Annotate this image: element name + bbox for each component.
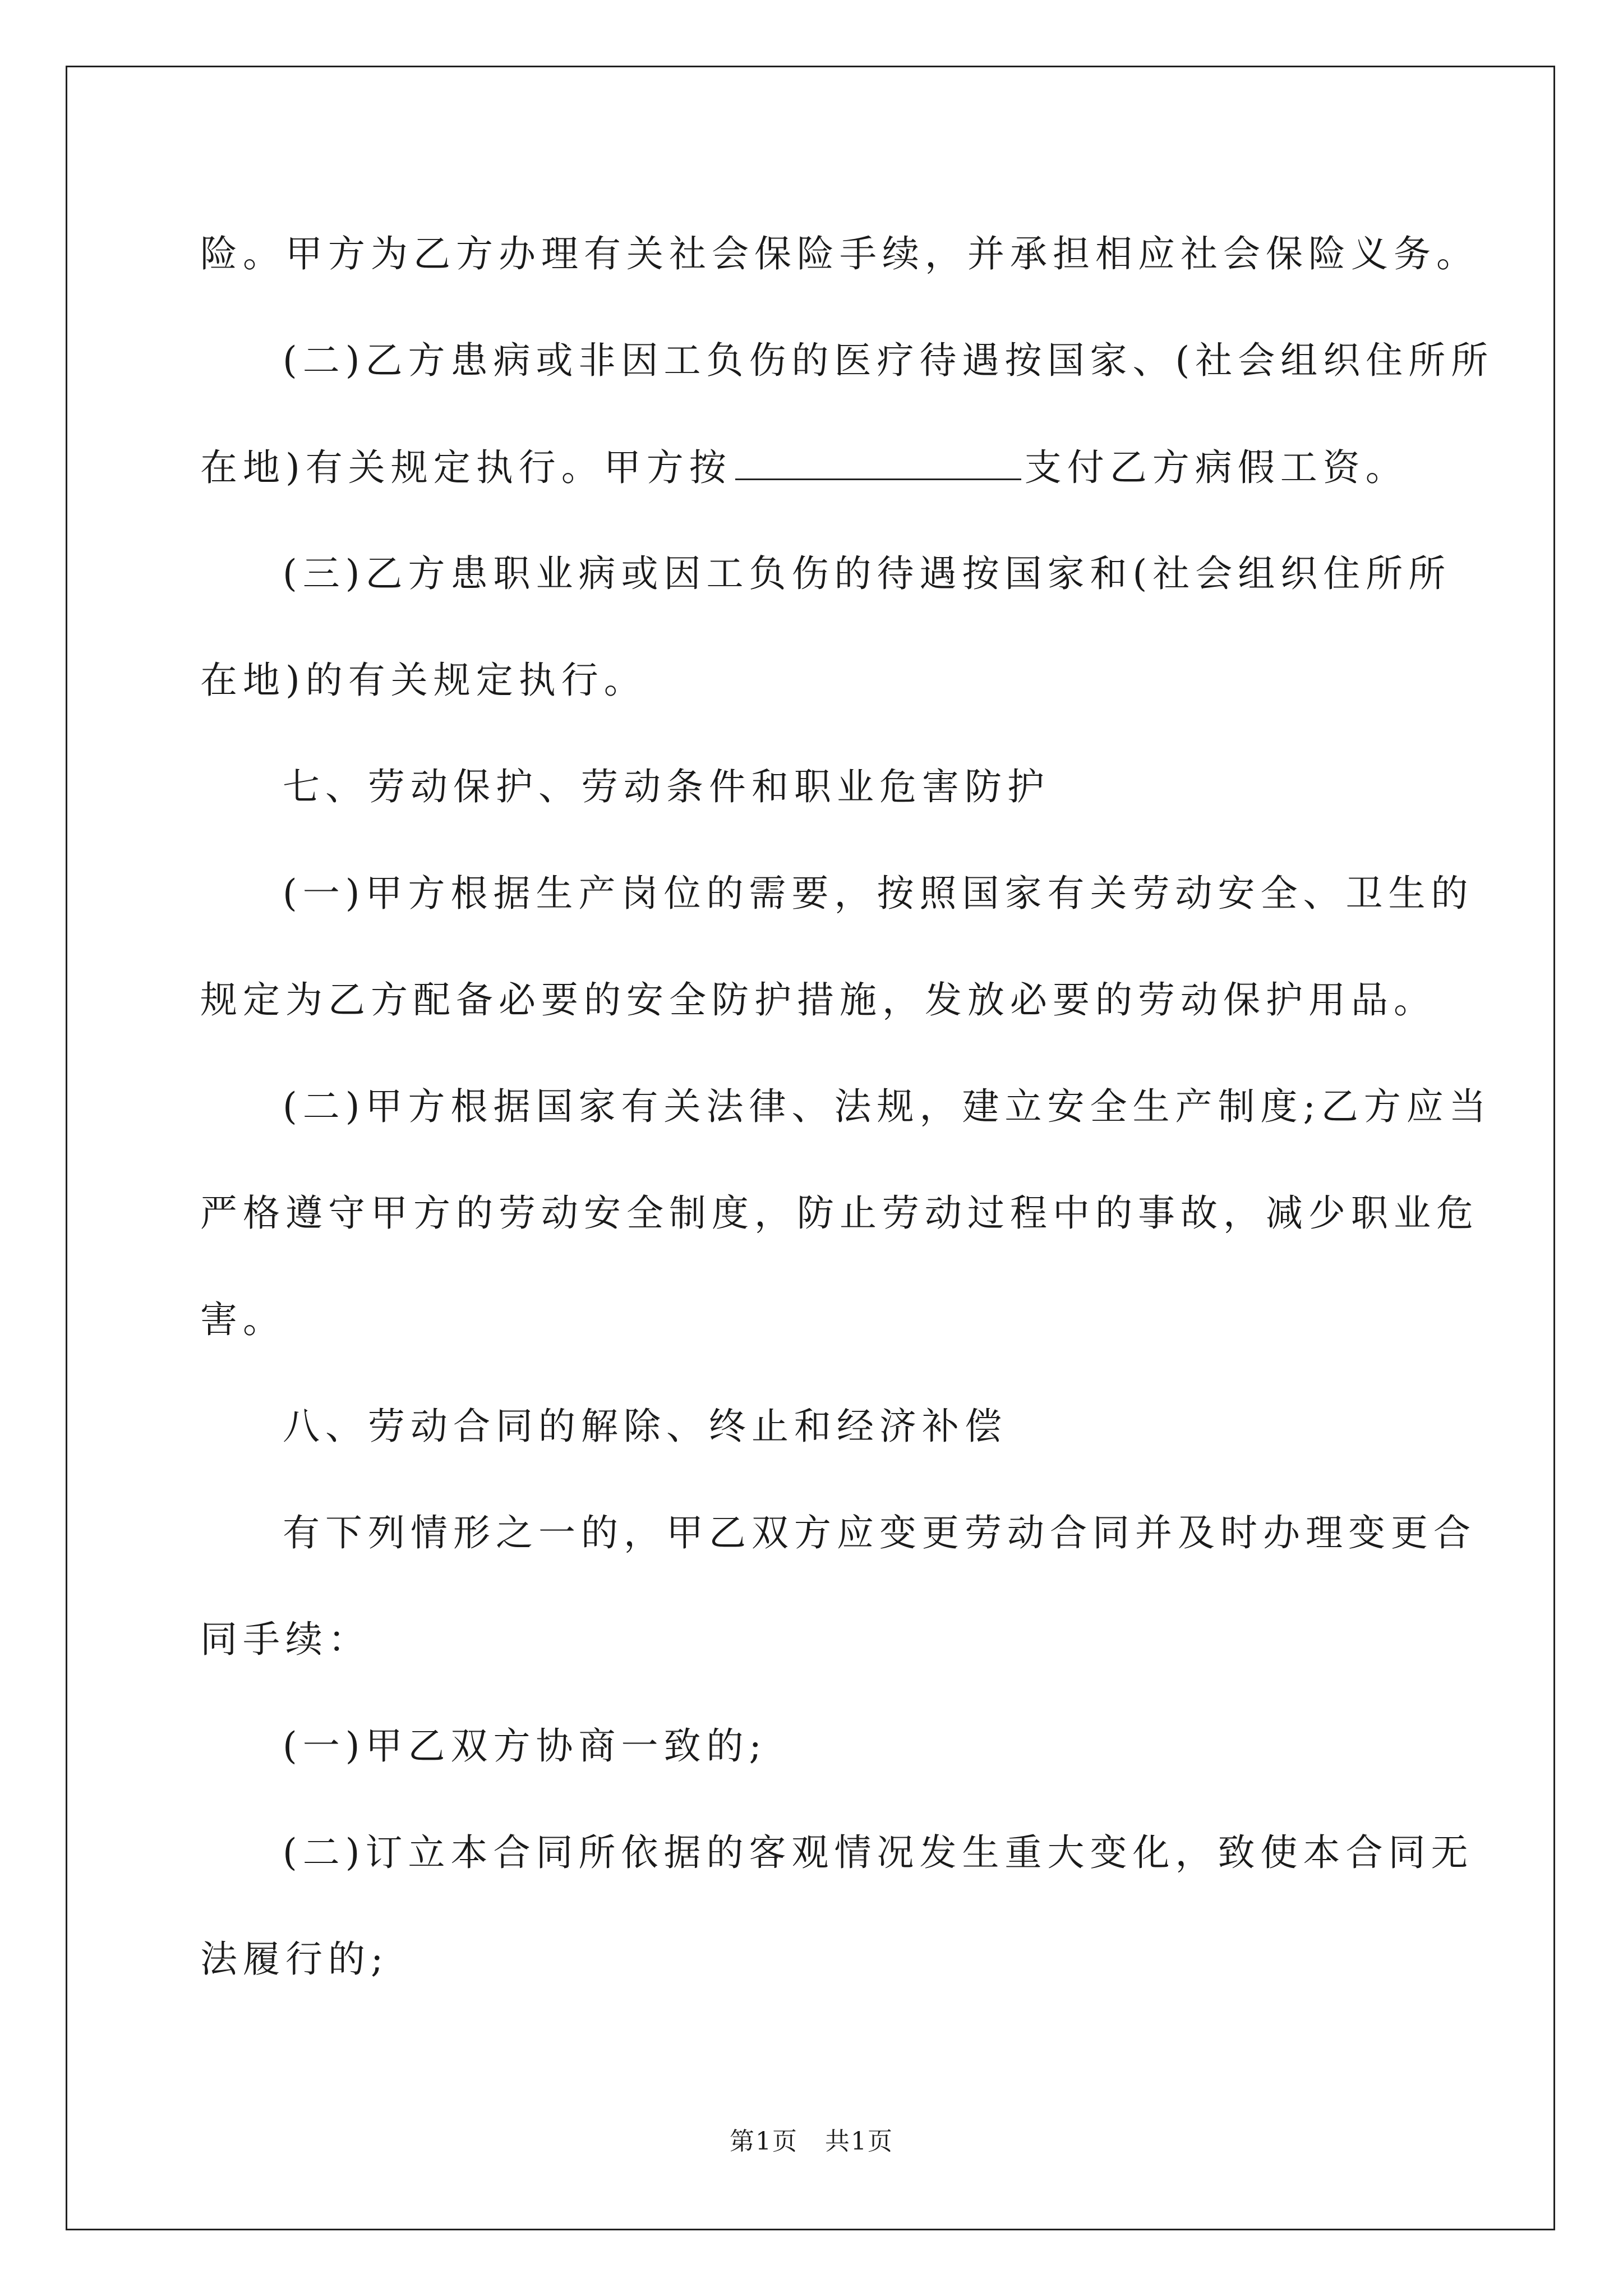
text-line-17: 法履行的; — [200, 1938, 389, 1981]
text-line-11: 害。 — [200, 1298, 285, 1341]
text-line-7: (一)甲方根据生产岗位的需要，按照国家有关劳动安全、卫生的 — [283, 872, 1474, 915]
text-line-15: (一)甲乙双方协商一致的; — [283, 1724, 767, 1768]
total-pages: 共1页 — [825, 2127, 893, 2156]
text-line-4: (三)乙方患职业病或因工负伤的待遇按国家和(社会组织住所所 — [283, 552, 1451, 595]
section-heading-8: 八、劳动合同的解除、终止和经济补偿 — [283, 1405, 1007, 1448]
text-line-13: 有下列情形之一的，甲乙双方应变更劳动合同并及时办理变更合 — [283, 1511, 1476, 1554]
page-number: 第1页 — [730, 2127, 798, 2156]
fill-in-blank — [735, 445, 1021, 480]
text-line-blank — [200, 445, 1408, 490]
page-footer — [0, 2126, 1623, 2157]
page-border — [66, 66, 1555, 2230]
text-line-14: 同手续： — [200, 1618, 371, 1661]
text-line-16: (二)订立本合同所依据的客观情况发生重大变化，致使本合同无 — [283, 1831, 1474, 1874]
blank-line-before: 在地)有关规定执行。甲方按 — [200, 446, 732, 489]
text-line-9: (二)甲方根据国家有关法律、法规，建立安全生产制度;乙方应当 — [283, 1085, 1492, 1128]
blank-line-after: 支付乙方病假工资。 — [1024, 446, 1408, 489]
text-line-5: 在地)的有关规定执行。 — [200, 659, 647, 702]
text-line-2: (二)乙方患病或非因工负伤的医疗待遇按国家、(社会组织住所所 — [283, 339, 1494, 382]
text-line-10: 严格遵守甲方的劳动安全制度，防止劳动过程中的事故，减少职业危 — [200, 1191, 1479, 1235]
section-heading-7: 七、劳动保护、劳动条件和职业危害防护 — [283, 765, 1050, 808]
text-line-8: 规定为乙方配备必要的安全防护措施，发放必要的劳动保护用品。 — [200, 978, 1436, 1022]
text-line-1: 险。甲方为乙方办理有关社会保险手续，并承担相应社会保险义务。 — [200, 232, 1479, 275]
